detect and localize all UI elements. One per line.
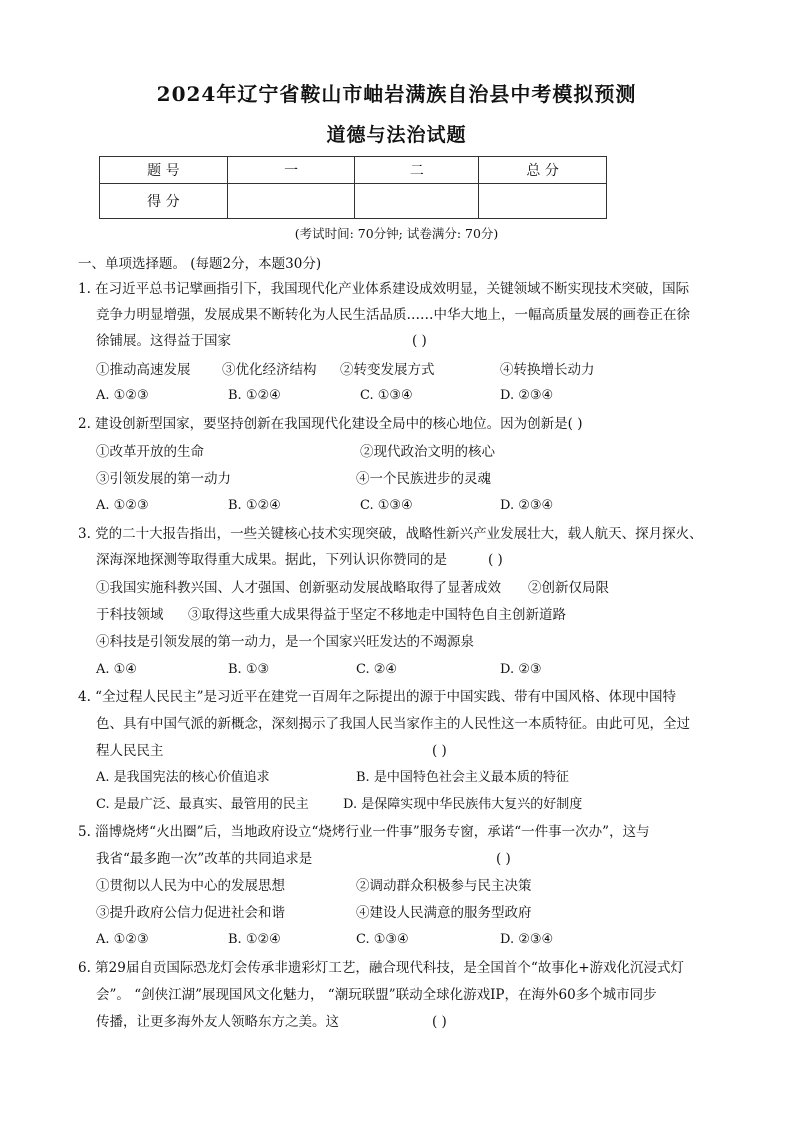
q4-line-3: 程人民民主 xyxy=(96,743,164,759)
q2-choice-c[interactable]: C. ①③④ xyxy=(360,498,413,513)
q5-choice-b[interactable]: B. ①②④ xyxy=(228,932,281,947)
q2-option-1: ①改革开放的生命 xyxy=(96,444,204,460)
score-cell-score-part1[interactable] xyxy=(227,184,355,219)
score-cell-score-part2[interactable] xyxy=(355,184,479,219)
q2-choice-d[interactable]: D. ②③④ xyxy=(500,498,554,513)
q1-line-1: 1. 在习近平总书记擘画指引下，我国现代化产业体系建设成效明显，关键领域不断实现技术突破，国际 xyxy=(78,281,690,297)
q4-choice-a[interactable]: A. 是我国宪法的核心价值追求 xyxy=(96,770,270,785)
score-table-score-row xyxy=(100,184,607,219)
q5-line-2: 我省“最多跑一次”改革的共同追求是 xyxy=(96,851,313,867)
q1-answer-blank: ( ) xyxy=(412,333,427,349)
q3-option-1: ①我国实施科教兴国、人才强国、创新驱动发展战略取得了显著成效 xyxy=(96,580,501,596)
q2-choice-b[interactable]: B. ①②④ xyxy=(228,498,281,513)
q3-option-4: ④科技是引领发展的第一动力，是一个国家兴旺发达的不竭源泉 xyxy=(96,634,474,650)
exam-title: 2024年辽宁省鞍山市岫岩满族自治县中考模拟预测 xyxy=(156,82,637,106)
q1-choice-d[interactable]: D. ②③④ xyxy=(500,388,554,403)
score-cell-label: 题 号 xyxy=(100,157,228,184)
q5-choice-c[interactable]: C. ①③④ xyxy=(356,932,409,947)
q1-option-3: ③优化经济结构 xyxy=(222,362,317,378)
exam-time-note: (考试时间: 70分钟; 试卷满分: 70分) xyxy=(294,226,499,241)
q4-line-1: 4. “全过程人民民主”是习近平在建党一百周年之际提出的源于中国实践、带有中国风格、体现中国特 xyxy=(78,689,676,705)
section-heading-1: 一、单项选择题。 (每题2分，本题30分) xyxy=(78,256,322,272)
q5-answer-blank: ( ) xyxy=(496,851,511,867)
q6-line-3: 传播，让更多海外友人领略东方之美。这 xyxy=(96,1014,339,1030)
q6-answer-blank: ( ) xyxy=(432,1014,447,1030)
q2-option-3: ③引领发展的第一动力 xyxy=(96,471,231,487)
q3-choice-b[interactable]: B. ①③ xyxy=(228,662,270,677)
q6-line-2: 会”。 “剑侠江湖”展现国风文化魅力， “潮玩联盟”联动全球化游戏IP，在海外60多个城市同步 xyxy=(96,987,657,1003)
score-cell-total: 总 分 xyxy=(479,157,607,184)
q4-choice-c[interactable]: C. 是最广泛、最真实、最管用的民主 xyxy=(96,797,309,812)
q5-option-4: ④建设人民满意的服务型政府 xyxy=(356,905,532,921)
q1-option-4: ④转换增长动力 xyxy=(500,362,595,378)
q2-choice-a[interactable]: A. ①②③ xyxy=(96,498,149,513)
q1-option-1: ①推动高速发展 xyxy=(96,362,191,378)
q5-choice-a[interactable]: A. ①②③ xyxy=(96,932,149,947)
q4-choice-b[interactable]: B. 是中国特色社会主义最本质的特征 xyxy=(356,770,569,785)
q1-choice-a[interactable]: A. ①②③ xyxy=(96,388,149,403)
q3-choice-d[interactable]: D. ②③ xyxy=(500,662,542,677)
q5-line-1: 5. 淄博烧烤“火出圈”后，当地政府设立“烧烤行业一件事”服务专窗，承诺“一件事一次办”，这与 xyxy=(78,824,650,840)
q6-line-1: 6. 第29届自贡国际恐龙灯会传承非遗彩灯工艺，融合现代科技，是全国首个“故事化+游戏化沉浸式灯 xyxy=(78,960,685,976)
score-cell-part2: 二 xyxy=(355,157,479,184)
q5-choice-d[interactable]: D. ②③④ xyxy=(500,932,554,947)
q5-option-2: ②调动群众积极参与民主决策 xyxy=(356,878,532,894)
q1-option-2: ②转变发展方式 xyxy=(340,362,435,378)
q3-line-1: 3. 党的二十大报告指出，一些关键核心技术实现突破，战略性新兴产业发展壮大，载人航天、探月探火、 xyxy=(78,526,703,542)
q4-answer-blank: ( ) xyxy=(432,743,447,759)
score-cell-score-total[interactable] xyxy=(479,184,607,219)
q3-option-2-end: 于科技领域 xyxy=(96,607,164,623)
q3-choice-a[interactable]: A. ①④ xyxy=(96,662,137,677)
q1-choice-b[interactable]: B. ①②④ xyxy=(228,388,281,403)
q3-option-3: ③取得这些重大成果得益于坚定不移地走中国特色自主创新道路 xyxy=(188,607,566,623)
score-cell-score-label: 得 分 xyxy=(100,184,228,219)
score-cell-part1: 一 xyxy=(227,157,355,184)
q1-line-2: 竞争力明显增强，发展成果不断转化为人民生活品质……中华大地上，一幅高质量发展的画卷正在徐 xyxy=(96,307,690,323)
q3-answer-blank: ( ) xyxy=(488,552,503,568)
q5-option-1: ①贯彻以人民为中心的发展思想 xyxy=(96,878,285,894)
q3-line-2: 深海深地探测等取得重大成果。据此，下列认识你赞同的是 xyxy=(96,552,447,568)
q2-line-1: 2. 建设创新型国家，要坚持创新在我国现代化建设全局中的核心地位。因为创新是( ) xyxy=(78,416,583,432)
q4-choice-d[interactable]: D. 是保障实现中华民族伟大复兴的好制度 xyxy=(343,797,583,812)
q3-choice-c[interactable]: C. ②④ xyxy=(356,662,398,677)
q3-option-2-start: ②创新仅局限 xyxy=(528,580,609,596)
score-table-header-row xyxy=(100,157,607,184)
q1-choice-c[interactable]: C. ①③④ xyxy=(360,388,413,403)
score-table xyxy=(99,156,607,219)
exam-subtitle: 道德与法治试题 xyxy=(326,124,467,146)
q2-option-2: ②现代政治文明的核心 xyxy=(360,444,495,460)
q1-line-3: 徐铺展。这得益于国家 xyxy=(96,333,231,349)
q2-option-4: ④一个民族进步的灵魂 xyxy=(356,471,491,487)
q5-option-3: ③提升政府公信力促进社会和谐 xyxy=(96,905,285,921)
q4-line-2: 色、具有中国气派的新概念，深刻揭示了我国人民当家作主的人民性这一本质特征。由此可见，全过 xyxy=(96,716,690,732)
